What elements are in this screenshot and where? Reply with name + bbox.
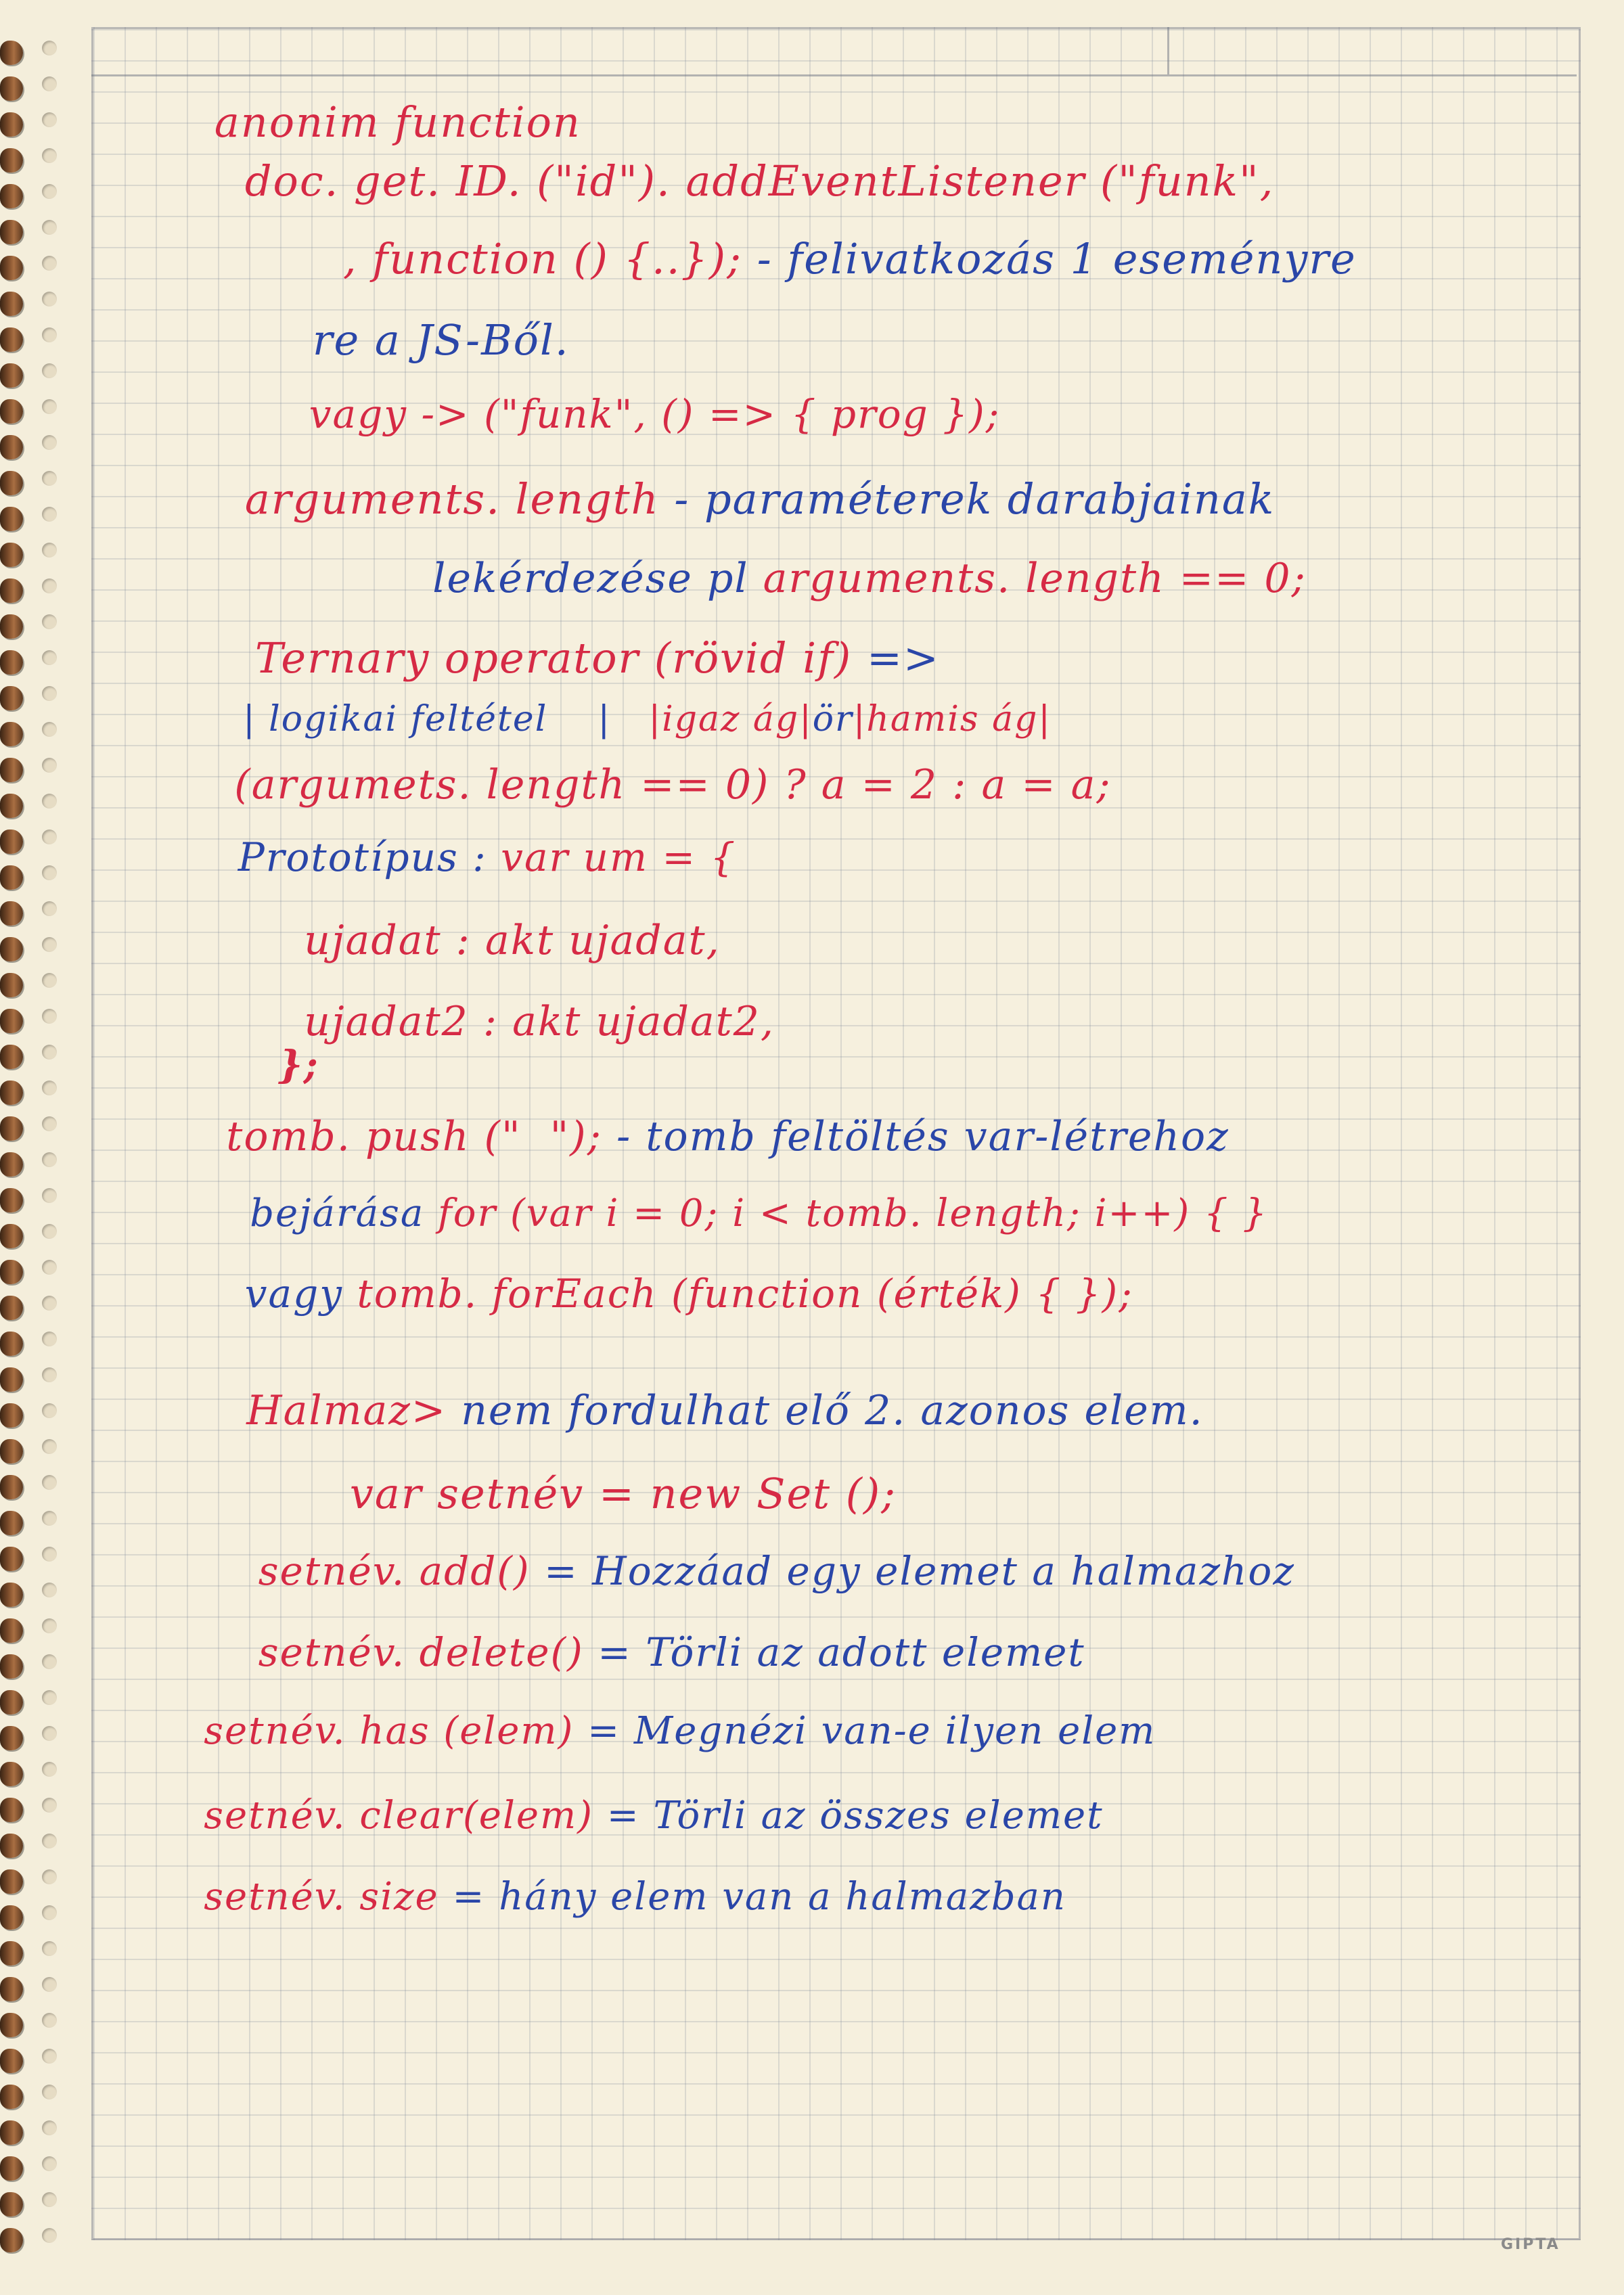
punch-hole <box>42 292 57 306</box>
note-text-comment: - felivatkozás 1 eseményre <box>757 234 1357 283</box>
punch-hole <box>42 112 57 127</box>
punch-hole <box>42 1547 57 1562</box>
spiral-ring <box>0 1905 23 1930</box>
spiral-ring <box>0 1439 23 1463</box>
punch-hole <box>42 1152 57 1167</box>
spiral-ring <box>0 1475 23 1499</box>
spiral-ring <box>0 256 23 280</box>
note-text-code: setnév. clear(elem) <box>204 1794 607 1838</box>
note-text: | logikai feltétel | <box>243 699 649 740</box>
note-text: ör <box>812 699 853 740</box>
punch-hole <box>42 1367 57 1382</box>
punch-holes <box>42 41 62 2273</box>
spiral-ring <box>0 435 23 459</box>
note-text-code: setnév. has (elem) <box>204 1709 588 1753</box>
spiral-ring <box>0 1045 23 1069</box>
spiral-ring <box>0 1081 23 1105</box>
spiral-ring <box>0 1260 23 1284</box>
note-text-comment: lekérdezése pl <box>432 555 763 602</box>
punch-hole <box>42 1798 57 1813</box>
spiral-ring <box>0 399 23 424</box>
spiral-ring <box>0 2228 23 2252</box>
note-text-code: arguments. length == 0; <box>763 555 1307 602</box>
spiral-ring <box>0 1654 23 1679</box>
punch-hole <box>42 256 57 271</box>
spiral-ring <box>0 2156 23 2181</box>
spiral-ring <box>0 1296 23 1320</box>
punch-hole <box>42 2013 57 2028</box>
punch-hole <box>42 507 57 522</box>
spiral-ring <box>0 614 23 639</box>
spiral-ring <box>0 937 23 961</box>
note-text: Prototípus : <box>238 834 501 880</box>
note-text-code: ujadat : akt ujadat, <box>304 917 721 964</box>
note-line-prototype-prop2 <box>247 961 775 1083</box>
gipta-watermark: GIPTA <box>1501 2236 1560 2253</box>
punch-hole <box>42 1834 57 1848</box>
spiral-ring <box>0 543 23 567</box>
note-text: |hamis ág| <box>853 699 1052 740</box>
punch-hole <box>42 1296 57 1311</box>
spiral-ring <box>0 1116 23 1141</box>
note-text-code: (argumets. length == 0) ? a = 2 : a = a; <box>234 761 1112 809</box>
punch-hole <box>42 2228 57 2243</box>
note-text: re a JS-Ből. <box>312 315 570 365</box>
punch-hole <box>42 865 57 880</box>
punch-hole <box>42 184 57 199</box>
punch-hole <box>42 1511 57 1526</box>
punch-hole <box>42 722 57 737</box>
note-line-set-size <box>150 1840 1066 1954</box>
punch-hole <box>42 1618 57 1633</box>
spiral-ring <box>0 1511 23 1535</box>
note-text-code: var setnév = new Set (); <box>349 1469 897 1518</box>
punch-hole <box>42 1726 57 1741</box>
note-text: anonim function <box>214 97 581 147</box>
note-text-code: ujadat2 : akt ujadat2, <box>304 998 775 1045</box>
note-text-comment: = Törli az adott elemet <box>597 1629 1085 1675</box>
note-text: vagy <box>309 391 422 437</box>
spiral-ring <box>0 2192 23 2217</box>
punch-hole <box>42 41 57 55</box>
spiral-ring <box>0 865 23 890</box>
note-text-comment: = Megnézi van-e ilyen elem <box>587 1709 1156 1753</box>
spiral-ring <box>0 686 23 710</box>
punch-hole <box>42 327 57 342</box>
spiral-ring <box>0 1690 23 1714</box>
punch-hole <box>42 1188 57 1203</box>
spiral-binding <box>0 41 27 2273</box>
spiral-ring <box>0 1188 23 1212</box>
punch-hole <box>42 435 57 450</box>
spiral-ring <box>0 1547 23 1571</box>
spiral-ring <box>0 41 23 65</box>
note-text-comment: = Hozzáad egy elemet a halmazhoz <box>544 1548 1295 1594</box>
spiral-ring <box>0 2085 23 2109</box>
punch-hole <box>42 2085 57 2099</box>
spiral-ring <box>0 2049 23 2073</box>
punch-hole <box>42 543 57 558</box>
punch-hole <box>42 1332 57 1346</box>
note-text-code: -> ("funk", () => { prog }); <box>421 391 1001 437</box>
spiral-ring <box>0 1977 23 2001</box>
note-text-comment: - tomb feltöltés var-létrehoz <box>616 1113 1230 1160</box>
spiral-ring <box>0 1726 23 1750</box>
spiral-ring <box>0 901 23 926</box>
punch-hole <box>42 76 57 91</box>
punch-hole <box>42 937 57 952</box>
spiral-ring <box>0 1762 23 1786</box>
note-text-comment: = Törli az összes elemet <box>606 1794 1104 1838</box>
punch-hole <box>42 2156 57 2171</box>
punch-hole <box>42 1690 57 1705</box>
spiral-ring <box>0 578 23 603</box>
spiral-ring <box>0 471 23 495</box>
spiral-ring <box>0 1403 23 1428</box>
punch-hole <box>42 1941 57 1956</box>
spiral-ring <box>0 76 23 101</box>
punch-hole <box>42 1224 57 1239</box>
punch-hole <box>42 1869 57 1884</box>
punch-hole <box>42 1439 57 1454</box>
spiral-ring <box>0 1869 23 1894</box>
note-line-array-foreach <box>189 1235 1133 1353</box>
header-divider <box>1167 27 1169 74</box>
punch-hole <box>42 973 57 988</box>
spiral-ring <box>0 722 23 746</box>
punch-hole <box>42 2192 57 2207</box>
punch-hole <box>42 1762 57 1777</box>
note-text-code: for (var i = 0; i < tomb. length; i++) { } <box>438 1191 1269 1235</box>
punch-hole <box>42 578 57 593</box>
spiral-ring <box>0 1009 23 1033</box>
spiral-ring <box>0 112 23 137</box>
note-text-code: tomb. push (" "); <box>226 1113 616 1160</box>
punch-hole <box>42 614 57 629</box>
spiral-ring <box>0 148 23 173</box>
punch-hole <box>42 1583 57 1597</box>
spiral-ring <box>0 363 23 388</box>
punch-hole <box>42 1045 57 1060</box>
spiral-ring <box>0 1798 23 1822</box>
punch-hole <box>42 794 57 809</box>
spiral-ring <box>0 1332 23 1356</box>
punch-hole <box>42 363 57 378</box>
spiral-ring <box>0 1367 23 1392</box>
spiral-ring <box>0 1834 23 1858</box>
note-text: Ternary operator (rövid if) <box>254 633 867 683</box>
spiral-ring <box>0 794 23 818</box>
note-text-code: setnév. delete() <box>258 1629 598 1675</box>
spiral-ring <box>0 327 23 352</box>
spiral-ring <box>0 507 23 531</box>
note-text: doc. get. ID. ("id"). addEventListener ("funk", <box>244 156 1275 206</box>
punch-hole <box>42 650 57 665</box>
punch-hole <box>42 1116 57 1131</box>
punch-hole <box>42 830 57 844</box>
note-text: |igaz ág| <box>648 699 813 740</box>
note-text-comment: - paraméterek darabjainak <box>674 474 1276 524</box>
note-text: Halmaz> <box>246 1387 461 1434</box>
spiral-ring <box>0 220 23 244</box>
spiral-ring <box>0 650 23 675</box>
note-text-code: var um = { <box>501 834 737 880</box>
note-text-code: , function () {..}); <box>342 234 757 283</box>
spiral-ring <box>0 1941 23 1965</box>
punch-hole <box>42 758 57 773</box>
punch-hole <box>42 1905 57 1920</box>
note-text-comment: = hány elem van a halmazban <box>452 1875 1066 1919</box>
spiral-ring <box>0 292 23 316</box>
spiral-ring <box>0 1583 23 1607</box>
note-text-code: arguments. length <box>244 474 675 524</box>
punch-hole <box>42 1654 57 1669</box>
note-text-code: setnév. size <box>204 1875 453 1919</box>
punch-hole <box>42 399 57 414</box>
punch-hole <box>42 471 57 486</box>
note-text-comment: vagy <box>244 1271 357 1317</box>
note-text-comment: bejárása <box>250 1191 438 1235</box>
punch-hole <box>42 686 57 701</box>
punch-hole <box>42 1009 57 1024</box>
note-text-arrow: => <box>866 633 940 683</box>
spiral-ring <box>0 2120 23 2145</box>
punch-hole <box>42 1260 57 1275</box>
punch-hole <box>42 901 57 916</box>
note-text-code: setnév. add() <box>258 1548 545 1594</box>
punch-hole <box>42 2120 57 2135</box>
punch-hole <box>42 148 57 163</box>
spiral-ring <box>0 758 23 782</box>
spiral-ring <box>0 973 23 997</box>
punch-hole <box>42 1475 57 1490</box>
spiral-ring <box>0 1618 23 1643</box>
spiral-ring <box>0 1152 23 1177</box>
spiral-ring <box>0 1224 23 1248</box>
punch-hole <box>42 1403 57 1418</box>
note-text-code: tomb. forEach (function (érték) { }); <box>357 1271 1133 1317</box>
punch-hole <box>42 1977 57 1992</box>
spiral-ring <box>0 184 23 208</box>
punch-hole <box>42 1081 57 1095</box>
note-text-comment: nem fordulhat elő 2. azonos elem. <box>461 1387 1204 1434</box>
note-text-code: }; <box>277 1043 319 1087</box>
spiral-ring <box>0 2013 23 2037</box>
punch-hole <box>42 2049 57 2064</box>
punch-hole <box>42 220 57 235</box>
spiral-ring <box>0 830 23 854</box>
